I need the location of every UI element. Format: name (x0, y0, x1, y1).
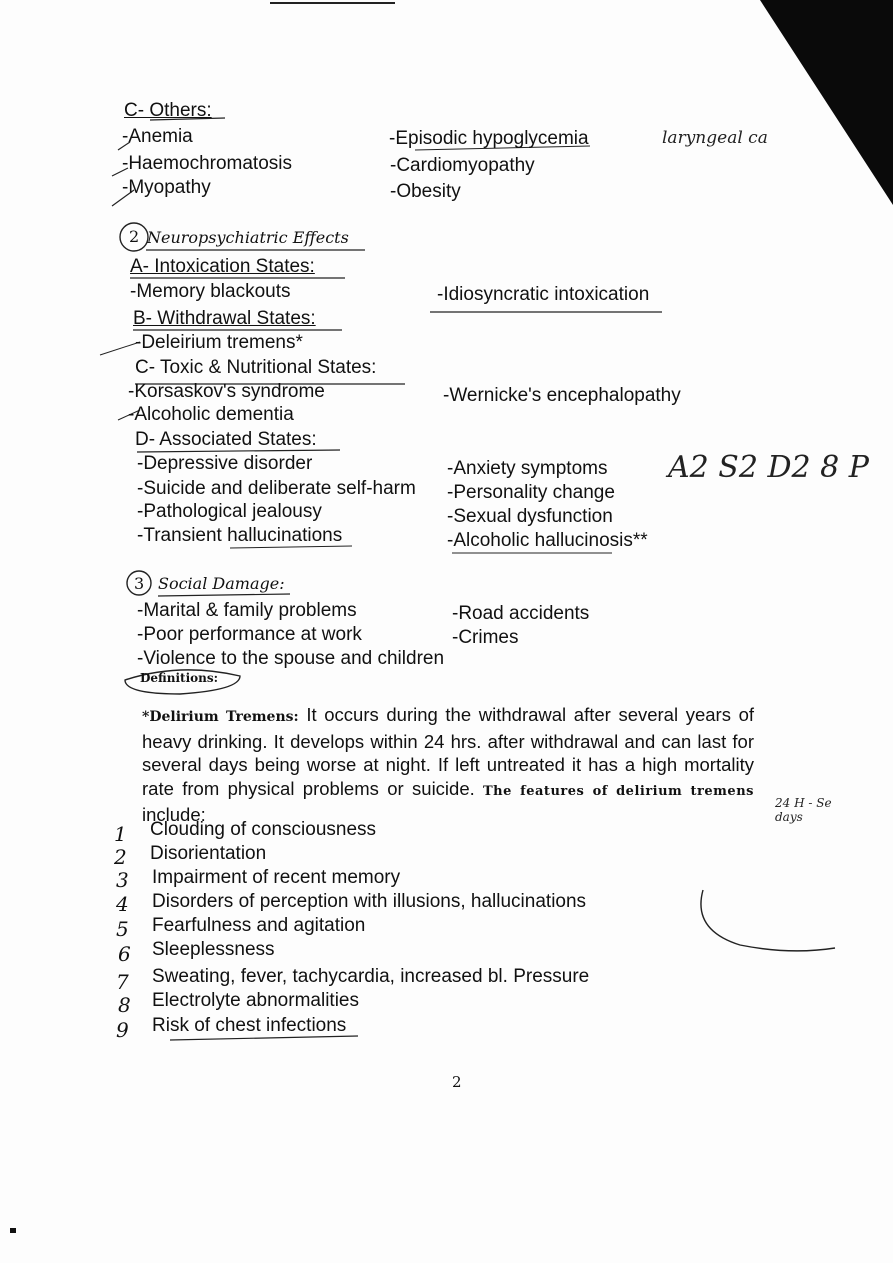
assoc-left-1: -Depressive disorder (137, 453, 313, 474)
assoc-right-2: -Personality change (447, 482, 615, 503)
social-full: -Violence to the spouse and children (137, 648, 445, 669)
feature-item: Impairment of recent memory (152, 867, 401, 888)
neuro-number: 2 (129, 227, 140, 246)
feature-number: 7 (116, 970, 129, 994)
social-right-1: -Road accidents (452, 603, 590, 624)
feature-item: Risk of chest infections (152, 1015, 347, 1036)
feature-item: Disorders of perception with illusions, hallucinations (152, 891, 587, 912)
assoc-left-4: -Transient hallucinations (137, 525, 343, 546)
feature-number: 3 (116, 868, 129, 892)
withdrawal-item: -Deleirium tremens* (135, 332, 303, 353)
feature-item: Sweating, fever, tachycardia, increased bl. Pressure (152, 966, 590, 987)
others-left-1: -Anemia (122, 126, 193, 147)
neuro-margin-note: A2 S2 D2 8 P (668, 450, 869, 485)
social-number: 3 (134, 574, 145, 593)
social-left-2: -Poor performance at work (137, 624, 362, 645)
others-right-2: -Cardiomyopathy (390, 155, 535, 176)
others-heading: C- Others: (124, 100, 212, 121)
toxic-left-1: -Korsaskov's syndrome (128, 381, 325, 402)
toxic-heading: C- Toxic & Nutritional States: (135, 357, 377, 378)
delirium-features-intro: The features of delirium tremens (474, 783, 754, 799)
intox-heading: A- Intoxication States: (130, 256, 315, 277)
toxic-left-2: -Alcoholic dementia (128, 404, 294, 425)
feature-item: Disorientation (150, 843, 267, 864)
others-right-3: -Obesity (390, 181, 461, 202)
social-right-2: -Crimes (452, 627, 519, 648)
others-left-3: -Myopathy (122, 177, 211, 198)
definitions-margin-note: 24 H - Se days (775, 796, 832, 824)
toxic-right: -Wernicke's encephalopathy (443, 385, 681, 406)
feature-number: 5 (116, 917, 129, 941)
neuro-heading: Neuropsychiatric Effects (147, 228, 349, 247)
delirium-paragraph (142, 703, 754, 827)
page-number: 2 (452, 1073, 462, 1091)
assoc-left-2: -Suicide and deliberate self-harm (137, 478, 416, 499)
feature-number: 1 (114, 822, 127, 846)
others-right-1: -Episodic hypoglycemia (389, 128, 589, 149)
others-left-2: -Haemochromatosis (122, 153, 292, 174)
social-left-1: -Marital & family problems (137, 600, 357, 621)
intox-right: -Idiosyncratic intoxication (437, 284, 650, 305)
feature-item: Electrolyte abnormalities (152, 990, 359, 1011)
social-heading: Social Damage: (158, 574, 285, 593)
feature-number: 8 (118, 993, 131, 1017)
delirium-lead: *Delirium Tremens: (142, 709, 299, 725)
feature-item: Clouding of consciousness (150, 819, 377, 840)
feature-number: 9 (116, 1018, 129, 1042)
feature-item: Fearfulness and agitation (152, 915, 366, 936)
feature-number: 4 (116, 892, 129, 916)
feature-item: Sleeplessness (152, 939, 275, 960)
assoc-right-3: -Sexual dysfunction (447, 506, 613, 527)
withdrawal-heading: B- Withdrawal States: (133, 308, 316, 329)
others-margin-note: laryngeal ca (662, 128, 768, 148)
delirium-tail: include: (142, 804, 206, 825)
assoc-right-4: -Alcoholic hallucinosis** (447, 530, 648, 551)
intox-left: -Memory blackouts (130, 281, 291, 302)
assoc-right-1: -Anxiety symptoms (447, 458, 608, 479)
assoc-heading: D- Associated States: (135, 429, 317, 450)
definitions-label: Definitions: (140, 671, 219, 685)
feature-number: 6 (118, 942, 131, 966)
feature-number: 2 (114, 845, 127, 869)
assoc-left-3: -Pathological jealousy (137, 501, 322, 522)
delirium-body: It occurs during the withdrawal after several years of heavy drinking. It develops within 24 hrs. after withdrawal and can last for several days being worse at night. If left untreated it has a high mortality rate from physical problems or suicide. (142, 704, 755, 799)
